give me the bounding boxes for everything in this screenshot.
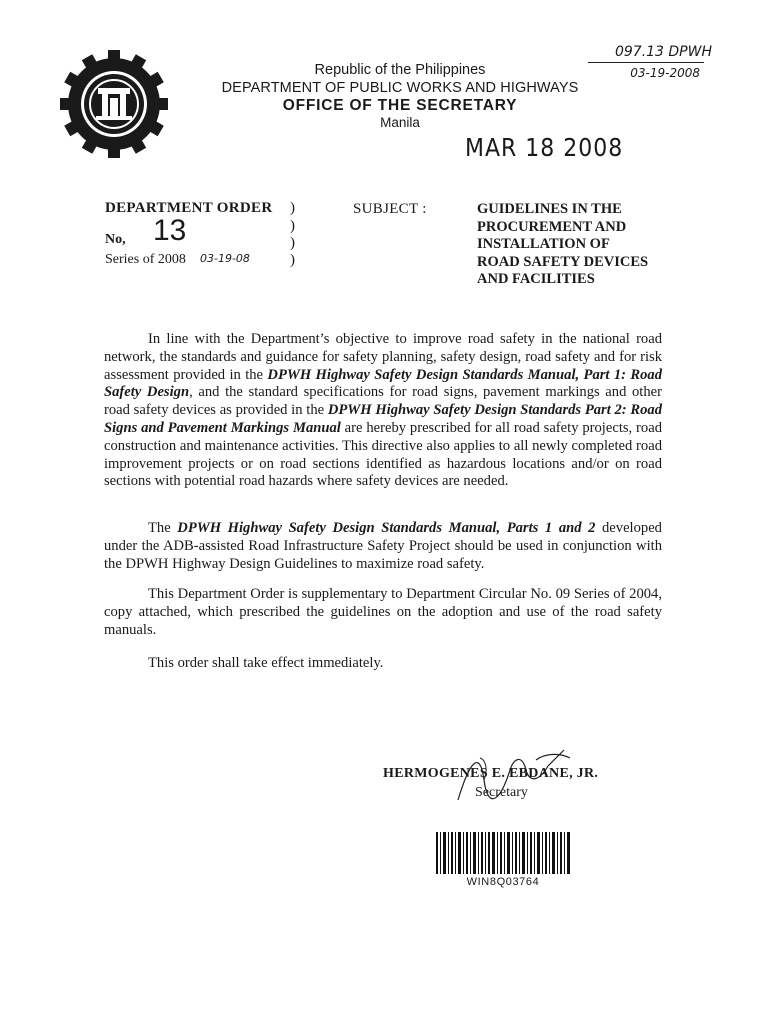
department-order-label: DEPARTMENT ORDER <box>105 200 273 216</box>
subject-line: AND FACILITIES <box>477 271 595 287</box>
bracket: ) <box>290 218 295 234</box>
subject-line: GUIDELINES IN THE <box>477 201 622 217</box>
order-series: Series of 2008 <box>105 252 186 267</box>
order-number-label: No, <box>105 232 126 247</box>
bracket: ) <box>290 252 295 268</box>
subject-line: ROAD SAFETY DEVICES <box>477 253 649 270</box>
bracket: ) <box>290 200 295 216</box>
handwritten-initial: 03-19-08 <box>200 252 250 265</box>
office-heading: OFFICE OF THE SECRETARY <box>282 97 518 114</box>
handwritten-reference-date: 03-19-2008 <box>630 66 700 80</box>
reference-underline <box>588 62 704 63</box>
subject-line: INSTALLATION OF <box>477 236 610 252</box>
handwritten-reference-number: 097.13 DPWH <box>614 44 712 60</box>
date-stamp: MAR 18 2008 <box>465 134 624 163</box>
department-heading: DEPARTMENT OF PUBLIC WORKS AND HIGHWAYS <box>221 80 579 96</box>
barcode-image <box>436 832 570 874</box>
body-paragraph-1: In line with the Department’s objective to improve road safety in the national road network, the standards and guidance for safety planning, safety design, road safety and for risk assessment provided in the DPWH Highway Safety Design Standards Manual, Part 1: Road Safety Design, and the standard specifications for road signs, pavement markings and other road safety devices as provided in the DPWH Highway Safety Design Standards Part 2: Road Signs and Pavement Markings Manual are hereby prescribed for all road safety projects, road construction and maintenance activities. This directive also applies to all newly completed road improvement projects or on road sections identified as hazardous locations and/or on road sections with potential road hazards where safety devices are needed. <box>104 331 662 490</box>
body-paragraph-3: This Department Order is supplementary to Department Circular No. 09 Series of 2004, copy attached, which prescribed the guidelines on the adoption and use of the road safety manuals. <box>104 586 662 638</box>
bracket: ) <box>290 235 295 251</box>
body-paragraph-4: This order shall take effect immediately. <box>148 655 384 671</box>
signatory-title: Secretary <box>475 785 528 800</box>
dpwh-seal-logo <box>58 48 170 160</box>
subject-line: PROCUREMENT AND <box>477 218 627 235</box>
subject-text <box>477 201 677 289</box>
order-number: 13 <box>153 214 187 247</box>
barcode-number: WIN8Q03764 <box>466 876 540 888</box>
republic-heading: Republic of the Philippines <box>314 62 486 78</box>
city-heading: Manila <box>380 115 420 130</box>
subject-label: SUBJECT : <box>353 201 427 217</box>
body-paragraph-2: The DPWH Highway Safety Design Standards Manual, Parts 1 and 2 developed under the ADB-assisted Road Infrastructure Safety Project should be used in conjunction with the DPWH Highway Design Guidelines to maximize road safety. <box>104 520 662 572</box>
signatory-name: HERMOGENES E. EBDANE, JR. <box>383 766 599 781</box>
